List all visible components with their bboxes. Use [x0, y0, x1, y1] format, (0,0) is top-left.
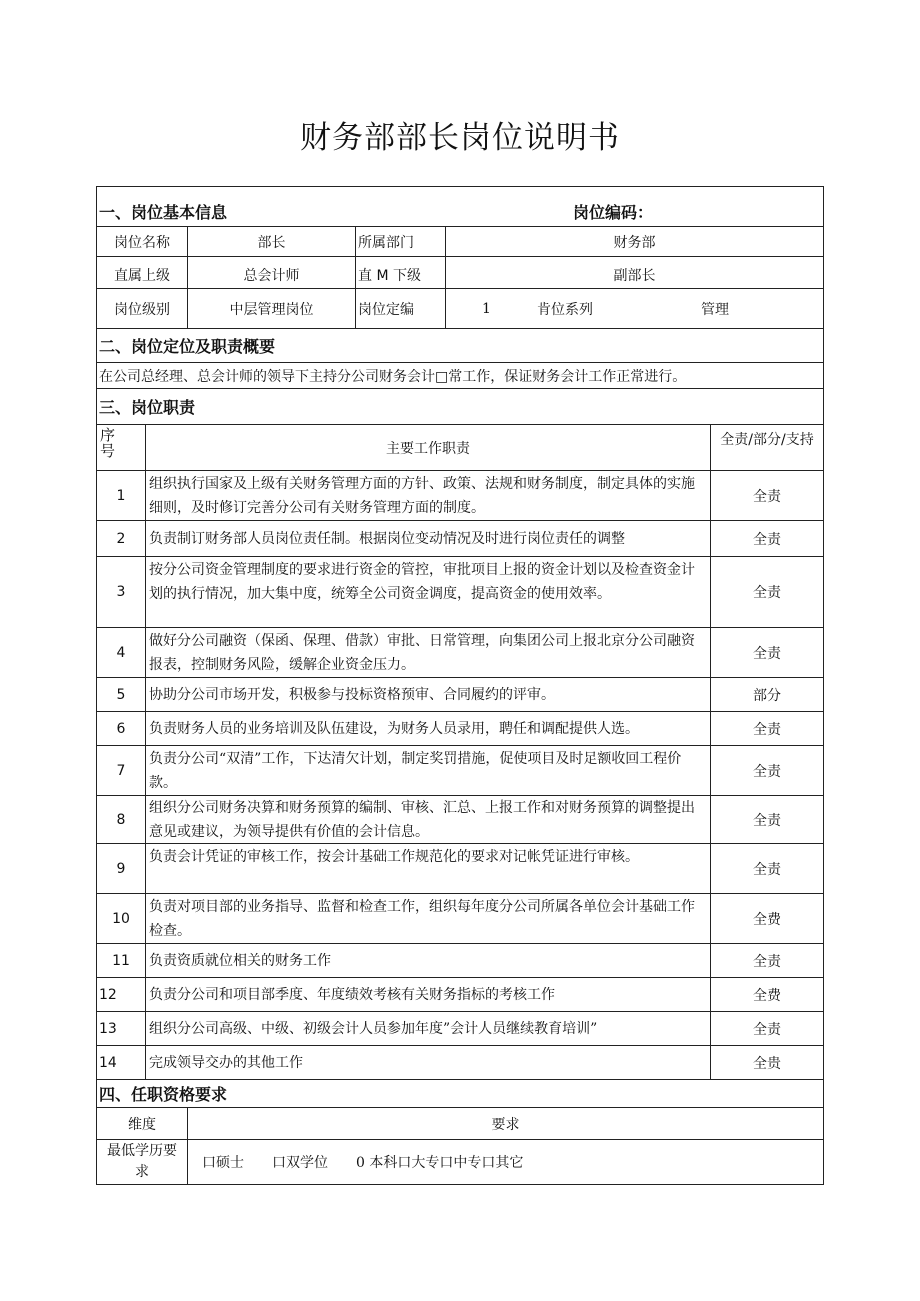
section1-heading: 一、岗位基本信息 — [99, 203, 228, 222]
info-row — [97, 257, 823, 289]
column-header-dimension: 维度 — [128, 1116, 156, 1133]
duty-responsibility: 全责 — [710, 712, 823, 745]
duty-row — [97, 1046, 823, 1080]
section1-header-row — [97, 187, 823, 227]
education-options: 口硕士 口双学位 0 本科口大专口中专口其它 — [187, 1140, 823, 1184]
info-value: 部长 — [187, 227, 355, 256]
duty-number: 11 — [112, 952, 130, 969]
duty-responsibility: 全贵 — [710, 1046, 823, 1079]
column-header-responsibility: 全责/部分/支持 — [710, 425, 823, 470]
position-code-label: 岗位编码： — [573, 203, 654, 222]
info-label: 岗位定编 — [355, 289, 445, 328]
education-row — [97, 1140, 823, 1184]
info-row — [97, 289, 823, 329]
duty-text: 做好分公司融资（保函、保理、借款）审批、日常管理，向集团公司上报北京分公司融资报表，控制财务风险，缓解企业资金压力。 — [145, 628, 710, 677]
duty-responsibility: 全费 — [710, 978, 823, 1011]
duty-row — [97, 557, 823, 628]
duty-number: 9 — [116, 860, 126, 877]
duty-text: 组织分公司高级、中级、初级会计人员参加年度”会计人员继续教育培训” — [145, 1012, 710, 1045]
duty-text: 负责会计凭证的审核工作，按会计基础工作规范化的要求对记帐凭证进行审核。 — [145, 844, 710, 893]
duty-row — [97, 628, 823, 678]
duty-row — [97, 1012, 823, 1046]
duty-row — [97, 844, 823, 894]
duty-number: 3 — [116, 584, 126, 600]
duty-responsibility: 全费 — [710, 894, 823, 943]
page-title: 财务部部长岗位说明书 — [300, 120, 620, 156]
duty-responsibility: 全责 — [710, 1012, 823, 1045]
duty-row — [97, 894, 823, 944]
position-summary: 在公司总经理、总会计师的领导下主持分公司财务会计□常工作，保证财务会计工作正常进行。 — [99, 368, 687, 385]
section4-header-row — [97, 1080, 823, 1108]
column-header-no: 序 号 — [100, 426, 116, 460]
duty-number: 8 — [116, 811, 126, 828]
duty-row — [97, 796, 823, 844]
duty-responsibility: 全责 — [710, 944, 823, 977]
duty-row — [97, 521, 823, 557]
duty-text: 负责财务人员的业务培训及队伍建设，为财务人员录用，聘任和调配提供人选。 — [145, 712, 710, 745]
info-label: 岗位级别 — [114, 301, 170, 318]
info-label: 所属部门 — [355, 227, 445, 256]
duty-responsibility: 全责 — [710, 746, 823, 795]
duty-text: 组织分公司财务决算和财务预算的编制、审核、汇总、上报工作和对财务预算的调整提出意见或建议，为领导提供有价值的会计信息。 — [145, 796, 710, 843]
duty-number: 4 — [116, 644, 126, 661]
duty-responsibility: 全责 — [710, 844, 823, 893]
duty-number: 5 — [116, 686, 126, 703]
duty-number: 7 — [116, 762, 126, 779]
job-description-table — [96, 186, 824, 1185]
info-value: 财务部 — [445, 227, 823, 256]
duty-number: 12 — [99, 986, 117, 1003]
duty-row — [97, 678, 823, 712]
info-value: 中层管理岗位 — [187, 289, 355, 328]
duty-number: 2 — [116, 530, 126, 547]
info-value: 1 — [445, 289, 525, 328]
duty-text: 负责对项目部的业务指导、监督和检查工作，组织每年度分公司所属各单位会计基础工作检查。 — [145, 894, 710, 943]
info-value: 总会计师 — [187, 257, 355, 288]
duty-text: 负责分公司和项目部季度、年度绩效考核有关财务指标的考核工作 — [145, 978, 710, 1011]
section2-header-row — [97, 329, 823, 363]
section3-heading: 三、岗位职责 — [99, 398, 196, 417]
info-label: 肯位系列 — [537, 301, 593, 318]
duty-row — [97, 471, 823, 521]
duties-header-row — [97, 425, 823, 471]
duty-row — [97, 712, 823, 746]
duty-text: 负责资质就位相关的财务工作 — [145, 944, 710, 977]
duty-text: 完成领导交办的其他工作 — [145, 1046, 710, 1079]
summary-row — [97, 363, 823, 389]
section3-header-row — [97, 389, 823, 425]
duty-responsibility: 全责 — [710, 796, 823, 843]
duty-number: 6 — [116, 720, 126, 737]
info-label: 岗位名称 — [114, 234, 170, 251]
duty-responsibility: 全责 — [710, 471, 823, 520]
column-header-requirement: 要求 — [187, 1108, 823, 1139]
duty-number: 13 — [99, 1020, 117, 1037]
duty-responsibility: 部分 — [710, 678, 823, 711]
duty-text: 负责制订财务部人员岗位责任制。根据岗位变动情况及时进行岗位责任的调整 — [145, 521, 710, 556]
duty-number: 14 — [99, 1054, 117, 1071]
info-label: 直 M 下级 — [355, 257, 445, 288]
qualification-header-row — [97, 1108, 823, 1140]
duty-responsibility: 全责 — [710, 628, 823, 677]
duty-row — [97, 746, 823, 796]
duty-text: 负责分公司“双清”工作，下达清欠计划，制定奖罚措施，促使项目及时足额收回工程价款。 — [145, 746, 710, 795]
duty-number: 1 — [116, 487, 126, 504]
education-label: 最低学历要求 — [107, 1143, 177, 1180]
duty-responsibility: 全责 — [710, 557, 823, 627]
duty-row — [97, 978, 823, 1012]
duty-responsibility: 全责 — [710, 521, 823, 556]
column-header-duty: 主要工作职责 — [145, 425, 710, 470]
duty-text: 组织执行国家及上级有关财务管理方面的方针、政策、法规和财务制度，制定具体的实施细则，及时修订完善分公司有关财务管理方面的制度。 — [145, 471, 710, 520]
section4-heading: 四、任职资格要求 — [99, 1085, 228, 1104]
section2-heading: 二、岗位定位及职责概要 — [99, 337, 276, 356]
info-label: 直属上级 — [114, 268, 170, 284]
info-value: 副部长 — [445, 257, 823, 288]
duty-row — [97, 944, 823, 978]
duty-text: 按分公司资金管理制度的要求进行资金的管控，审批项目上报的资金计划以及检查资金计划的执行情况，加大集中度，统筹全公司资金调度，提高资金的使用效率。 — [145, 557, 710, 627]
duty-number: 10 — [112, 910, 130, 927]
duty-text: 协助分公司市场开发，积极参与投标资格预审、合同履约的评审。 — [145, 678, 710, 711]
info-value: 管理 — [701, 301, 729, 318]
info-row — [97, 227, 823, 257]
